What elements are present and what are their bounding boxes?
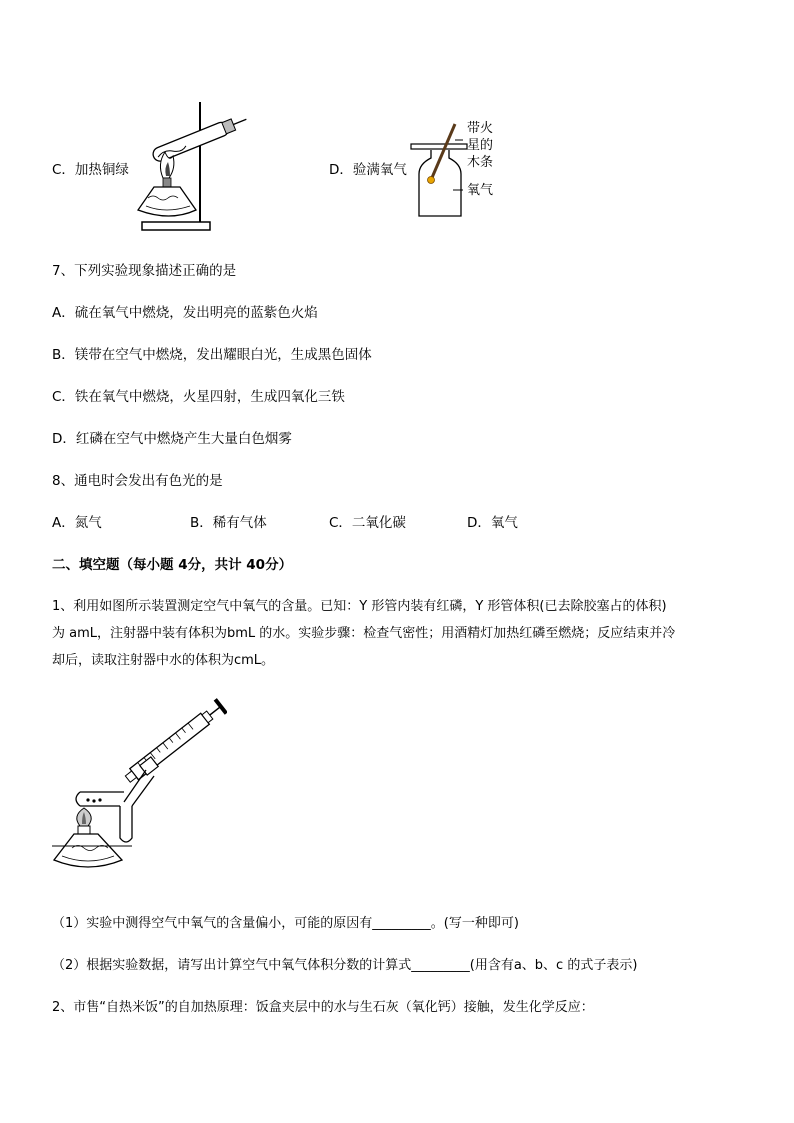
splint-label-line2: 星的 (467, 138, 494, 153)
q8-option-b: B．稀有气体 (190, 515, 267, 531)
q7-option-d: D．红磷在空气中燃烧产生大量白色烟雾 (52, 431, 292, 447)
q7-option-c: C．铁在氧气中燃烧，火星四射，生成四氧化三铁 (52, 389, 345, 405)
q6-option-d: D．验满氧气 (329, 162, 407, 178)
fill2-stem: 2、市售“自热米饭”的自加热原理：饭盒夹层中的水与生石灰（氧化钙）接触，发生化学反应： (52, 1000, 594, 1015)
oxygen-label: 氧气 (467, 183, 494, 198)
section-heading: 二、填空题（每小题 4分，共计 40分） (52, 557, 293, 573)
q8-stem: 8、通电时会发出有色光的是 (52, 473, 223, 489)
splint-label-line1: 带火 (467, 121, 494, 136)
q6-option-c: C．加热铜绿 (52, 162, 129, 178)
fill1-line1: 1、利用如图所示装置测定空气中氧气的含量。已知：Y 形管内装有红磷，Y 形管体积(已去除胶塞占的体积) (52, 599, 667, 614)
q8-option-d: D．氧气 (467, 515, 518, 531)
q8-option-c: C．二氧化碳 (329, 515, 406, 531)
q7-stem: 7、下列实验现象描述正确的是 (52, 263, 237, 279)
q8-option-a: A．氮气 (52, 515, 102, 531)
splint-label-line3: 木条 (467, 155, 494, 170)
fill1-line2: 为 amL，注射器中装有体积为bmL 的水。实验步骤：检查气密性；用酒精灯加热红磷至燃烧；反应结束并冷 (52, 626, 676, 641)
q7-option-a: A．硫在氧气中燃烧，发出明亮的蓝紫色火焰 (52, 305, 318, 321)
fill1-sub2: （2）根据实验数据，请写出计算空气中氧气体积分数的计算式_________(用含有a、b、c 的式子表示) (52, 958, 638, 973)
fill1-line3: 却后，读取注射器中水的体积为cmL。 (52, 653, 275, 668)
q7-option-b: B．镁带在空气中燃烧，发出耀眼白光，生成黑色固体 (52, 347, 372, 363)
y-tube-syringe-figure (52, 698, 227, 886)
heating-apparatus-figure (130, 98, 255, 234)
fill1-sub1: （1）实验中测得空气中氧气的含量偏小，可能的原因有_________。(写一种即可) (52, 916, 519, 931)
